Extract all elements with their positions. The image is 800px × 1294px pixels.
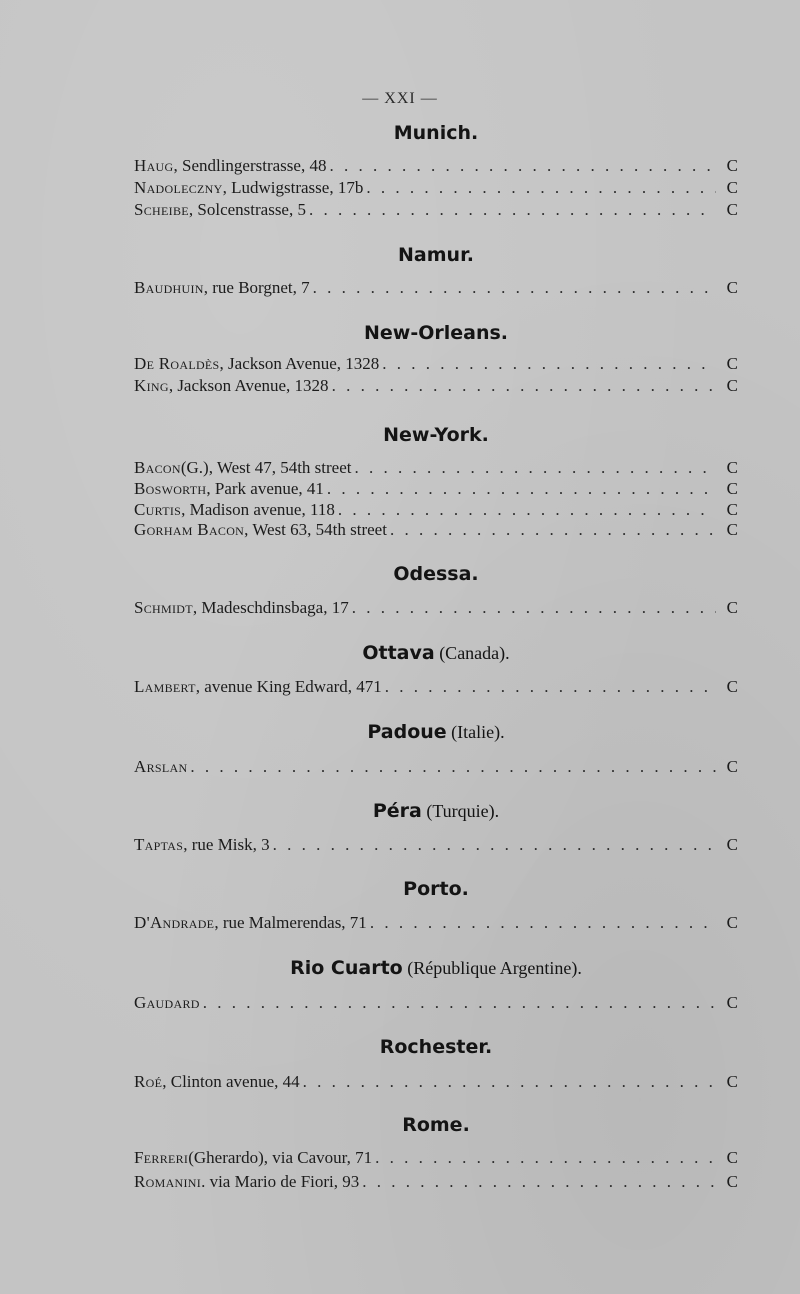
dot-leader [303, 1072, 716, 1092]
dot-leader [329, 156, 716, 176]
city-heading [134, 957, 738, 979]
entry-code: C [726, 993, 738, 1012]
directory-entry [134, 498, 738, 520]
entry-code: C [726, 458, 738, 477]
entry-code: C [726, 500, 738, 519]
city-name: Namur. [398, 244, 474, 266]
entry-address: , Sendlingerstrasse, 48 [173, 156, 327, 175]
dot-leader [385, 677, 716, 697]
city-name: New-Orleans. [363, 322, 509, 344]
entry-code: C [726, 677, 738, 696]
city-name: Rochester. [379, 1036, 493, 1058]
entry-name: Roé [134, 1072, 163, 1091]
city-heading [134, 721, 738, 743]
entry-name: Gaudard [134, 993, 200, 1012]
city-heading [134, 122, 738, 144]
city-name: Padoue [367, 721, 447, 743]
entry-code: C [726, 156, 738, 175]
entry-code: C [726, 520, 738, 539]
entry-code: C [726, 479, 738, 498]
dot-leader [313, 278, 716, 298]
directory-entry [134, 276, 738, 298]
directory-entry [134, 675, 738, 697]
entry-address: , rue Borgnet, 7 [203, 278, 310, 297]
dot-leader [332, 376, 716, 396]
entry-name: Arslan [134, 757, 188, 776]
directory-entry [134, 477, 738, 499]
entry-name: D'Andrade [134, 913, 215, 932]
directory-entry [134, 176, 738, 198]
directory-entry [134, 755, 738, 777]
dot-leader [203, 993, 716, 1013]
city-heading [134, 642, 738, 664]
dot-leader [366, 178, 716, 198]
directory-entry [134, 456, 738, 478]
entry-address: , avenue King Edward, 471 [195, 677, 382, 696]
entry-address: , Ludwigstrasse, 17b [222, 178, 364, 197]
entry-address: , rue Misk, 3 [183, 835, 270, 854]
city-name: Ottava [362, 642, 435, 664]
entry-name: Lambert [134, 677, 196, 696]
entry-code: C [726, 354, 738, 373]
city-note: (Canada). [434, 643, 510, 663]
directory-entry [134, 1070, 738, 1092]
entry-code: C [726, 178, 738, 197]
dot-leader [355, 458, 717, 478]
entry-name: Scheibe [134, 200, 189, 219]
entry-name: Baudhuin [134, 278, 204, 297]
entry-name: King [134, 376, 169, 395]
entry-name: Schmidt [134, 598, 193, 617]
city-heading [134, 1036, 738, 1058]
dot-leader [190, 757, 716, 777]
dot-leader [375, 1148, 716, 1168]
city-name: Rome. [402, 1114, 470, 1136]
directory-entry [134, 991, 738, 1013]
dot-leader [338, 500, 716, 520]
directory-entry [134, 374, 738, 396]
entry-code: C [726, 757, 738, 776]
city-heading [134, 1114, 738, 1136]
city-note: (République Argentine). [402, 958, 582, 978]
dot-leader [273, 835, 716, 855]
dot-leader [382, 354, 716, 374]
entry-address: , Solcenstrasse, 5 [188, 200, 306, 219]
entry-address: (Gherardo), via Cavour, 71 [188, 1148, 373, 1167]
directory-entry [134, 154, 738, 176]
entry-code: C [726, 376, 738, 395]
entry-name: Bacon [134, 458, 181, 477]
directory-entry [134, 518, 738, 540]
entry-address: , Jackson Avenue, 1328 [168, 376, 329, 395]
entry-name: Ferreri [134, 1148, 189, 1167]
entry-address: , West 63, 54th street [244, 520, 387, 539]
entry-code: C [726, 913, 738, 932]
entry-address: , rue Malmerendas, 71 [214, 913, 367, 932]
entry-code: C [726, 1172, 738, 1191]
page-number: — XXI — [362, 90, 438, 107]
dot-leader [370, 913, 716, 933]
city-name: Porto. [403, 878, 469, 900]
dot-leader [309, 200, 716, 220]
directory-entry [134, 352, 738, 374]
entry-code: C [726, 1072, 738, 1091]
entry-address: , Clinton avenue, 44 [162, 1072, 300, 1091]
entry-name: Gorham Bacon [134, 520, 245, 539]
entry-code: C [726, 598, 738, 617]
city-name: Munich. [393, 122, 479, 144]
entry-address: . via Mario de Fiori, 93 [201, 1172, 360, 1191]
entry-address: , Jackson Avenue, 1328 [219, 354, 380, 373]
entry-address: , Madison avenue, 118 [181, 500, 335, 519]
city-name: Péra [372, 800, 422, 822]
city-heading [134, 424, 738, 446]
city-note: (Italie). [446, 722, 505, 742]
dot-leader [390, 520, 716, 540]
city-heading [134, 244, 738, 266]
dot-leader [362, 1172, 716, 1192]
entry-code: C [726, 1148, 738, 1167]
entry-code: C [726, 200, 738, 219]
directory-entry [134, 1170, 738, 1192]
directory-entry [134, 1146, 738, 1168]
city-heading [134, 322, 738, 344]
dot-leader [352, 598, 716, 618]
entry-name: Haug [134, 156, 174, 175]
entry-name: De Roaldès [134, 354, 220, 373]
entry-name: Bosworth [134, 479, 207, 498]
directory-entry [134, 911, 738, 933]
city-heading [134, 878, 738, 900]
entry-name: Romanini [134, 1172, 202, 1191]
dot-leader [327, 479, 716, 499]
entry-address: (G.), West 47, 54th street [180, 458, 352, 477]
entry-address: , Park avenue, 41 [206, 479, 324, 498]
entry-address: , Madeschdinsbaga, 17 [192, 598, 349, 617]
city-name: Odessa. [393, 563, 479, 585]
city-name: New-York. [383, 424, 489, 446]
entry-name: Curtis [134, 500, 182, 519]
city-name: Rio Cuarto [290, 957, 403, 979]
city-note: (Turquie). [421, 801, 500, 821]
directory-entry [134, 596, 738, 618]
entry-name: Taptas [134, 835, 184, 854]
directory-entry [134, 833, 738, 855]
directory-entry [134, 198, 738, 220]
city-heading [134, 563, 738, 585]
city-heading [134, 800, 738, 822]
entry-code: C [726, 835, 738, 854]
entry-name: Nadoleczny [134, 178, 223, 197]
entry-code: C [726, 278, 738, 297]
